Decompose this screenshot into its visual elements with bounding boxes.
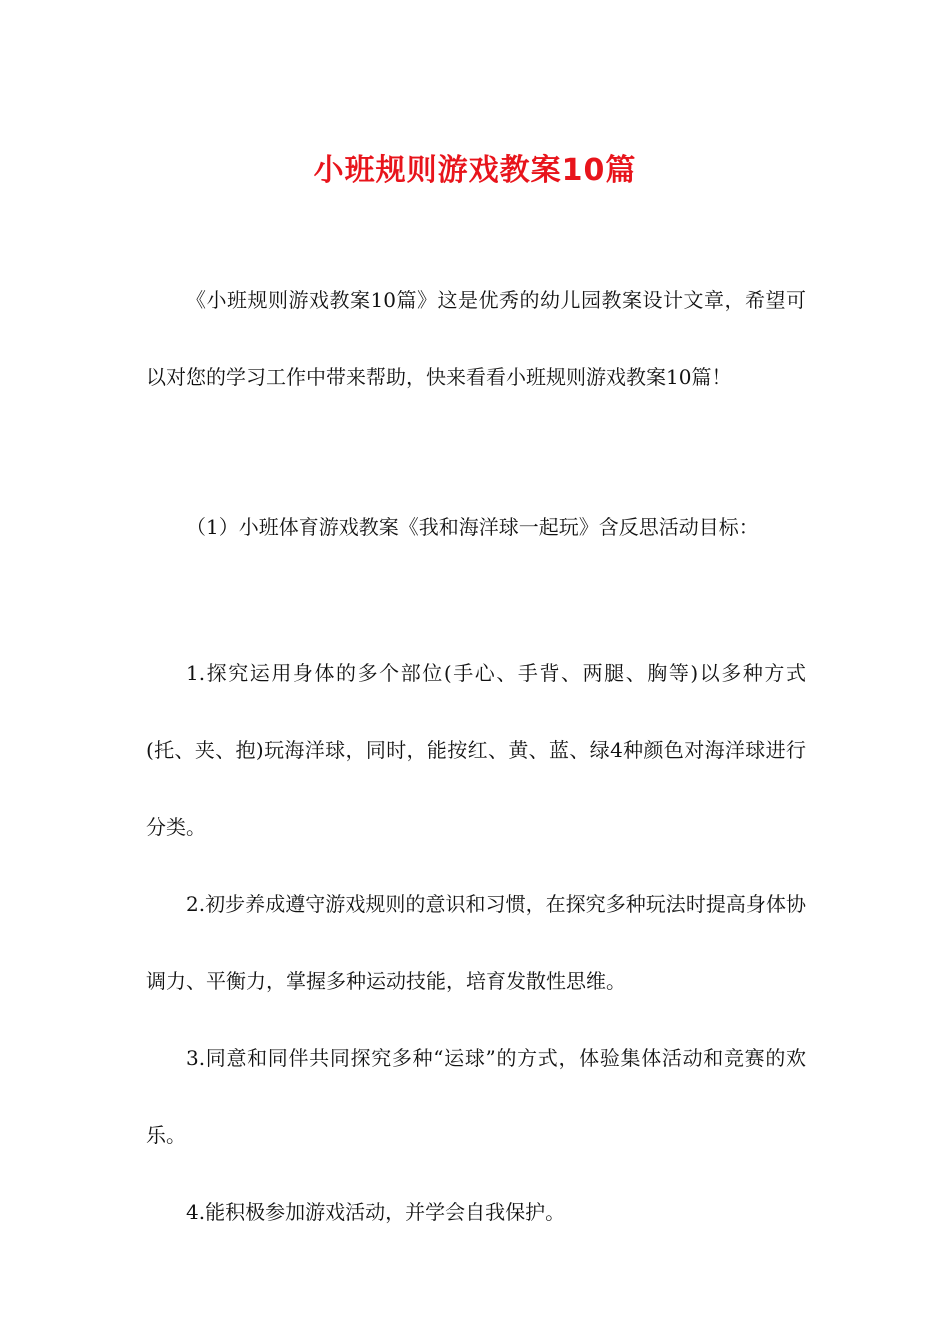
goals-list — [146, 635, 806, 1251]
intro-block — [146, 262, 806, 416]
goal-item: 1.探究运用身体的多个部位(手心、手背、两腿、胸等)以多种方式(托、夹、抱)玩海洋球，同时，能按红、黄、蓝、绿4种颜色对海洋球进行分类。 — [146, 661, 806, 839]
section-heading-block — [146, 489, 826, 566]
goal-item: 2.初步养成遵守游戏规则的意识和习惯，在探究多种玩法时提高身体协调力、平衡力，掌握多种运动技能，培育发散性思维。 — [146, 892, 806, 993]
intro-paragraph: 《小班规则游戏教案10篇》这是优秀的幼儿园教案设计文章，希望可以对您的学习工作中带来帮助，快来看看小班规则游戏教案10篇！ — [146, 288, 806, 389]
section-heading: （1）小班体育游戏教案《我和海洋球一起玩》含反思活动目标： — [186, 515, 759, 539]
document-title: 小班规则游戏教案10篇 — [313, 153, 637, 188]
goal-item: 4.能积极参加游戏活动，并学会自我保护。 — [186, 1200, 566, 1224]
goal-item: 3.同意和同伴共同探究多种“运球”的方式，体验集体活动和竞赛的欢乐。 — [146, 1046, 806, 1147]
